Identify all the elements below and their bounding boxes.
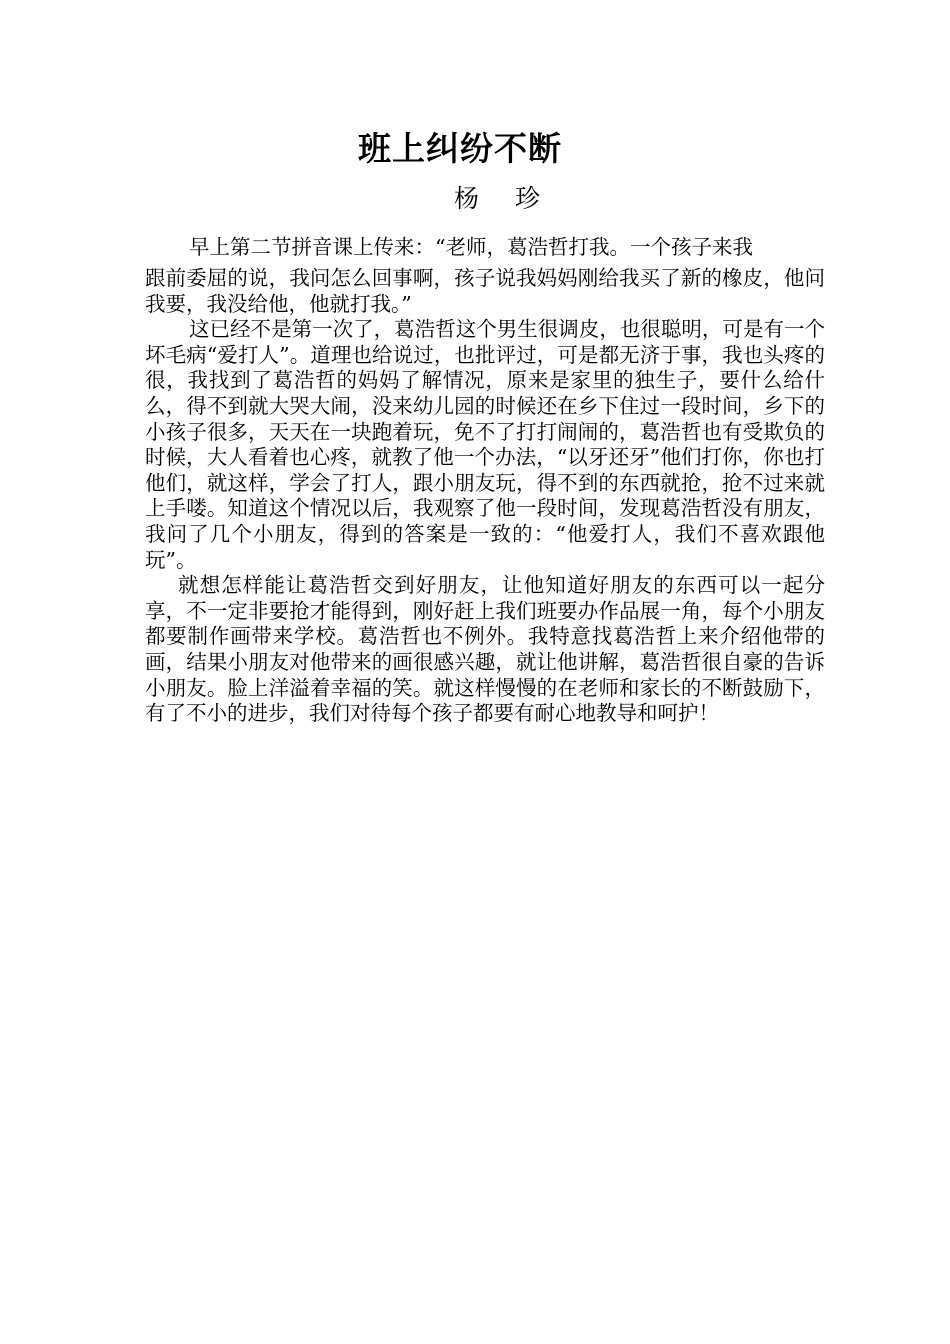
author-name: 杨 珍 (454, 184, 554, 213)
paragraph-1-continuation: 跟前委屈的说，我问怎么回事啊，孩子说我妈妈刚给我买了新的橡皮，他问我要，我没给他，他就打我。” (145, 266, 825, 316)
paragraph-2: 这已经不是第一次了，葛浩哲这个男生很调皮，也很聪明，可是有一个坏毛病“爱打人”。道理也给说过，也批评过，可是都无济于事，我也头疼的很，我找到了葛浩哲的妈妈了解情况，原来是家里的独生子，要什么给什么，得不到就大哭大闹，没来幼儿园的时候还在乡下住过一段时间，乡下的小孩子很多，天天在一块跑着玩，免不了打打闹闹的，葛浩哲也有受欺负的时候，大人看着也心疼，就教了他一个办法，“以牙还牙”他们打你，你也打他们，就这样，学会了打人，跟小朋友玩，得不到的东西就抢，抢不过来就上手喽。知道这个情况以后，我观察了他一段时间，发现葛浩哲没有朋友，我问了几个小朋友，得到的答案是一致的：“他爱打人，我们不喜欢跟他玩”。 (145, 317, 825, 572)
paragraph-1 (145, 232, 825, 317)
paragraph-3: 就想怎样能让葛浩哲交到好朋友，让他知道好朋友的东西可以一起分享，不一定非要抢才能得到，刚好赶上我们班要办作品展一角，每个小朋友都要制作画带来学校。葛浩哲也不例外。我特意找葛浩哲上来介绍他带的画，结果小朋友对他带来的画很感兴趣，就让他讲解，葛浩哲很自豪的告诉小朋友。脸上洋溢着幸福的笑。就这样慢慢的在老师和家长的不断鼓励下，有了不小的进步，我们对待每个孩子都要有耐心地教导和呵护！ (145, 573, 825, 726)
document-body (145, 232, 825, 727)
paragraph-1-first-line: 早上第二节拼音课上传来：“老师，葛浩哲打我。一个孩子来我 (189, 235, 753, 259)
document-title: 班上纠纷不断 (358, 129, 562, 168)
